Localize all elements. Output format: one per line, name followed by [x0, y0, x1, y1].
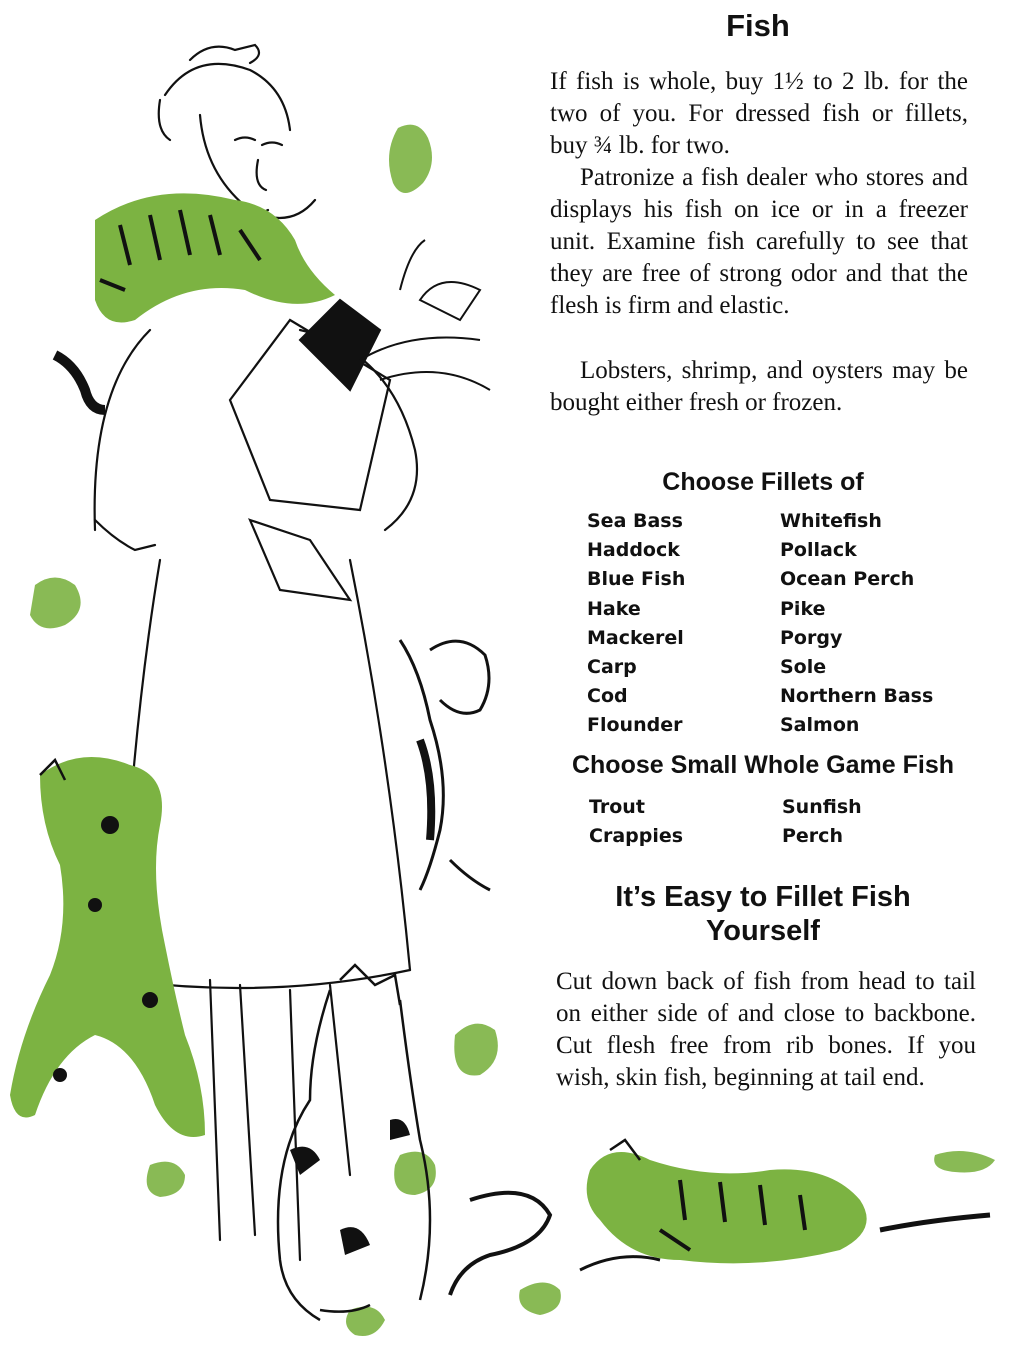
fillet-yourself-heading-line-2: Yourself: [706, 915, 820, 947]
list-item: Mackerel: [587, 626, 684, 649]
list-item: Sole: [780, 656, 827, 679]
green-cat-left: [10, 757, 205, 1137]
fillet-instructions: Cut down back of fish from head to tail on either side of and close to backbone. Cut flesh free from rib bones. If you wish, skin fish, beginning at tail end.: [556, 968, 976, 1091]
fillets-list-left: [587, 507, 685, 741]
list-item: Haddock: [587, 539, 680, 562]
list-item: Hake: [587, 597, 641, 620]
game-fish-list-left: [589, 793, 683, 851]
list-item: Cod: [587, 685, 628, 708]
intro-paragraph-1: If fish is whole, buy 1½ to 2 lb. for the two of you. For dressed fish or fillets, buy ¾ lb. for two.: [550, 68, 968, 159]
running-cat-bottom-right: [580, 1140, 990, 1270]
fillets-heading: Choose Fillets of: [662, 468, 864, 496]
list-item: Blue Fish: [587, 568, 686, 591]
climbing-cat-middle: [400, 640, 490, 890]
list-item: Carp: [587, 656, 637, 679]
groceries-in-bag: [300, 240, 490, 390]
fillet-yourself-heading-line-1: It’s Easy to Fillet Fish: [615, 881, 911, 913]
list-item: Perch: [782, 825, 843, 848]
list-item: Trout: [589, 796, 645, 818]
list-item: Northern Bass: [780, 685, 934, 708]
list-item: Sea Bass: [587, 510, 683, 532]
fillet-yourself-heading: [548, 880, 978, 948]
intro-paragraph-2: Patronize a fish dealer who stores and displays his fish on ice or in a freezer unit. Examine fish carefully to see that they are free of strong odor and that the flesh is firm and elastic.: [550, 164, 968, 319]
sitting-cat-markings: [290, 1119, 410, 1255]
intro-paragraph-3: Lobsters, shrimp, and oysters may be bought either fresh or frozen.: [550, 357, 968, 416]
game-fish-list-right: [782, 793, 862, 851]
list-item: Ocean Perch: [780, 568, 915, 591]
cat-on-shoulder: [55, 193, 335, 410]
list-item: Pike: [780, 597, 826, 620]
list-item: Crappies: [589, 825, 684, 848]
sitting-cat-bottom: [278, 965, 550, 1320]
fillets-list-right: [780, 507, 933, 741]
list-item: Porgy: [780, 626, 843, 649]
list-item: Flounder: [587, 714, 683, 737]
list-item: Pollack: [780, 539, 857, 562]
game-fish-heading: Choose Small Whole Game Fish: [571, 751, 955, 779]
list-item: Whitefish: [780, 510, 882, 532]
page-title: Fish: [726, 8, 790, 43]
list-item: Sunfish: [782, 796, 862, 818]
list-item: Salmon: [780, 714, 860, 737]
